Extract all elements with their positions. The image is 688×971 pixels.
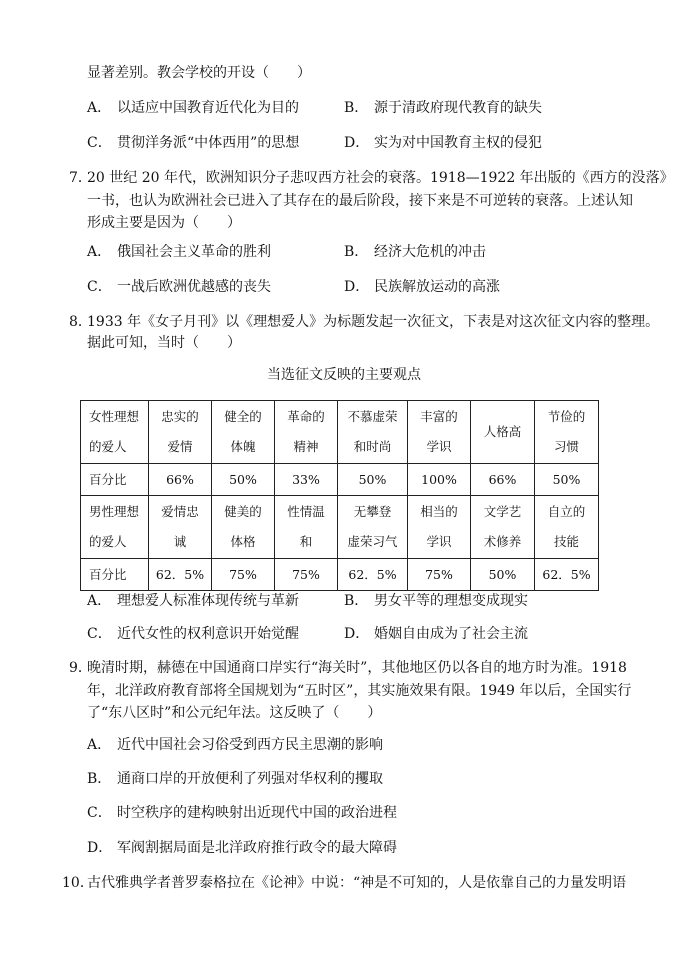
q9-option-c[interactable]	[87, 803, 397, 823]
option-text: 一战后欧洲优越感的丧失	[117, 279, 271, 295]
option-text: 近代女性的权利意识开始觉醒	[117, 626, 299, 642]
q8-option-d[interactable]	[344, 624, 528, 644]
male-item-cell	[275, 496, 338, 559]
option-text: 源于清政府现代教育的缺失	[374, 100, 542, 116]
option-letter: A．	[87, 100, 112, 116]
table-row-female-percent	[81, 464, 599, 496]
option-text: 实为对中国教育主权的侵犯	[374, 135, 542, 151]
cell-line: 虚荣习气	[347, 534, 398, 549]
cell-line: 和	[299, 534, 313, 549]
q7-option-c[interactable]	[87, 277, 271, 297]
option-text: 经济大危机的冲击	[374, 244, 486, 260]
option-letter: D．	[344, 626, 370, 642]
cell-line: 学识	[426, 534, 452, 549]
cell-line: 自立的	[547, 504, 586, 519]
cell-line: 健美的	[224, 504, 262, 519]
q6-option-a[interactable]	[87, 98, 299, 118]
percent-cell: 33%	[275, 464, 338, 496]
cell-line: 男性理想	[89, 504, 140, 519]
option-text: 婚姻自由成为了社会主流	[374, 626, 528, 642]
q8-option-a[interactable]	[87, 591, 299, 611]
survey-table	[80, 400, 599, 591]
option-letter: D．	[344, 135, 370, 151]
female-item-cell	[535, 401, 599, 464]
female-item-cell: 人格高	[471, 401, 535, 464]
question-7-stem-line-1: 20 世纪 20 年代，欧洲知识分子悲叹西方社会的衰落。1918—1922 年出版的《西方的没落》	[87, 170, 674, 186]
cell-line: 体格	[230, 534, 256, 549]
option-letter: C．	[87, 805, 112, 821]
option-letter: D．	[344, 279, 370, 295]
cell-line: 丰富的	[420, 409, 458, 424]
option-text: 近代中国社会习俗受到西方民主思潮的影响	[117, 737, 383, 753]
cell-line: 术修养	[483, 534, 522, 549]
question-9-stem-line-1: 晚清时期，赫德在中国通商口岸实行“海关时”，其他地区仍以各自的地方时为准。1918	[87, 660, 627, 676]
question-7-stem-line-2: 一书，也认为欧洲社会已进入了其存在的最后阶段，接下来是不可逆转的衰落。上述认知	[87, 193, 633, 209]
q7-option-b[interactable]	[344, 242, 486, 262]
q9-option-d[interactable]	[87, 838, 397, 858]
q6-option-b[interactable]	[344, 98, 542, 118]
option-letter: C．	[87, 279, 112, 295]
question-8-stem-line-1: 1933 年《女子月刊》以《理想爱人》为标题发起一次征文，下表是对这次征文内容的整理。	[87, 314, 660, 330]
q8-option-b[interactable]	[344, 591, 528, 611]
q9-option-b[interactable]	[87, 769, 383, 789]
percent-cell: 62．5%	[535, 559, 599, 591]
option-letter: B．	[344, 244, 369, 260]
male-item-cell	[338, 496, 408, 559]
female-header-cell	[81, 401, 149, 464]
female-item-cell	[149, 401, 212, 464]
table-row-male-percent	[81, 559, 599, 591]
male-item-cell	[212, 496, 275, 559]
option-text: 俄国社会主义革命的胜利	[117, 244, 271, 260]
question-8-number: 8．	[69, 314, 92, 330]
option-text: 以适应中国教育近代化为目的	[117, 100, 299, 116]
percent-cell: 75%	[408, 559, 471, 591]
female-item-cell	[275, 401, 338, 464]
cell-line: 革命的	[287, 409, 325, 424]
q8-option-c[interactable]	[87, 624, 299, 644]
percent-cell: 50%	[338, 464, 408, 496]
cell-line: 节俭的	[547, 409, 586, 424]
cell-line: 爱情忠	[161, 504, 199, 519]
percent-cell: 66%	[471, 464, 535, 496]
female-item-cell	[212, 401, 275, 464]
cell-line: 技能	[553, 534, 579, 549]
question-10-number: 10．	[62, 875, 94, 891]
option-letter: C．	[87, 626, 112, 642]
question-7-number: 7．	[69, 170, 92, 186]
question-9-stem-line-3: 了“东八区时”和公元纪年法。这反映了（ ）	[87, 705, 382, 721]
question-7-stem-line-3: 形成主要是因为（ ）	[87, 215, 241, 231]
option-text: 通商口岸的开放便利了列强对华权利的攫取	[117, 771, 383, 787]
q6-option-c[interactable]	[87, 133, 299, 153]
cell-line: 文学艺	[483, 504, 522, 519]
cell-line: 精神	[293, 439, 319, 454]
cell-line: 健全的	[224, 409, 262, 424]
percent-cell: 50%	[471, 559, 535, 591]
question-9-number: 9．	[69, 660, 92, 676]
cell-line: 习惯	[553, 439, 579, 454]
percent-cell: 100%	[408, 464, 471, 496]
option-letter: A．	[87, 593, 112, 609]
cell-line: 性情温	[287, 504, 325, 519]
option-text: 军阀割据局面是北洋政府推行政令的最大障碍	[117, 840, 397, 856]
male-header-cell	[81, 496, 149, 559]
percent-label-cell: 百分比	[81, 559, 149, 591]
table-row-female-items	[81, 401, 599, 464]
percent-cell: 50%	[535, 464, 599, 496]
cell-line: 不慕虚荣	[347, 409, 398, 424]
female-item-cell	[338, 401, 408, 464]
question-6-stem-tail: 显著差别。教会学校的开设（ ）	[87, 65, 311, 81]
option-text: 理想爱人标准体现传统与革新	[117, 593, 299, 609]
question-8-stem-line-2: 据此可知，当时（ ）	[87, 335, 241, 351]
male-item-cell	[471, 496, 535, 559]
female-item-cell	[408, 401, 471, 464]
option-text: 男女平等的理想变成现实	[374, 593, 528, 609]
cell-line: 无攀登	[353, 504, 392, 519]
cell-line: 女性理想	[89, 409, 140, 424]
cell-line: 学识	[426, 439, 452, 454]
cell-line: 和时尚	[353, 439, 392, 454]
cell-line: 诚	[173, 534, 187, 549]
table-caption: 当选征文反映的主要观点	[267, 367, 421, 383]
male-item-cell	[535, 496, 599, 559]
cell-line: 爱情	[167, 439, 193, 454]
cell-line: 相当的	[420, 504, 458, 519]
q6-option-d[interactable]	[344, 133, 542, 153]
option-letter: D．	[87, 840, 113, 856]
q7-option-d[interactable]	[344, 277, 500, 297]
percent-cell: 50%	[212, 464, 275, 496]
option-text: 贯彻洋务派“中体西用”的思想	[117, 135, 300, 151]
percent-cell: 62．5%	[149, 559, 212, 591]
cell-line: 忠实的	[161, 409, 199, 424]
percent-cell: 75%	[275, 559, 338, 591]
male-item-cell	[149, 496, 212, 559]
cell-line: 的爱人	[89, 534, 127, 549]
question-10-stem-line-1: 古代雅典学者普罗泰格拉在《论神》中说：“神是不可知的，人是依靠自己的力量发明语	[87, 875, 627, 891]
q7-option-a[interactable]	[87, 242, 271, 262]
percent-label-cell: 百分比	[81, 464, 149, 496]
option-text: 民族解放运动的高涨	[374, 279, 500, 295]
option-letter: B．	[344, 100, 369, 116]
option-letter: A．	[87, 737, 112, 753]
percent-cell: 62．5%	[338, 559, 408, 591]
question-9-stem-line-2: 年，北洋政府教育部将全国规划为“五时区”，其实施效果有限。1949 年以后，全国实行	[87, 683, 632, 699]
option-letter: B．	[87, 771, 112, 787]
option-letter: C．	[87, 135, 112, 151]
table-row-male-items	[81, 496, 599, 559]
cell-line: 体魄	[230, 439, 256, 454]
q9-option-a[interactable]	[87, 735, 383, 755]
cell-line: 的爱人	[89, 439, 127, 454]
percent-cell: 75%	[212, 559, 275, 591]
male-item-cell	[408, 496, 471, 559]
percent-cell: 66%	[149, 464, 212, 496]
option-letter: B．	[344, 593, 369, 609]
option-letter: A．	[87, 244, 112, 260]
option-text: 时空秩序的建构映射出近现代中国的政治进程	[117, 805, 397, 821]
